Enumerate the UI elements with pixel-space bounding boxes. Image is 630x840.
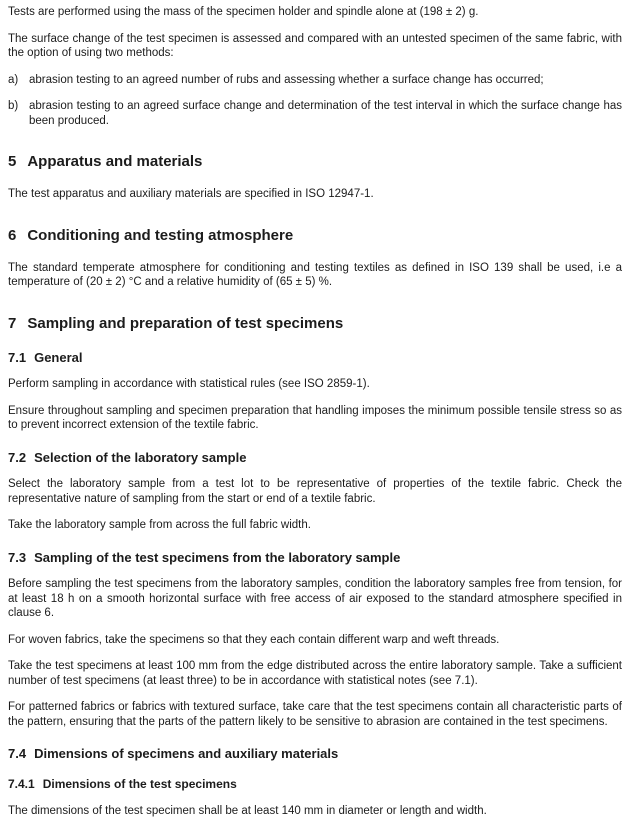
paragraph-dimensions: The dimensions of the test specimen shall be at least 140 mm in diameter or length and width. [8,804,487,817]
paragraph-take-specimens: Take the test specimens at least 100 mm from the edge distributed across the entire laboratory sample. Take a sufficient number of test specimens (at least three) to be in accordance with statistical notes (see 7.1). [8,660,622,687]
subsection-number: 7.2 [8,449,27,465]
list-item-b [8,99,622,128]
section-title: Sampling and preparation of test specimens [27,314,344,332]
section-heading-7 [8,315,622,333]
section-heading-5 [8,153,622,171]
subsubsection-title: Dimensions of the test specimens [42,776,237,791]
list-item-a-label: a) [8,73,19,86]
list-item-a [8,73,622,88]
section-number: 7 [8,314,17,332]
subsection-title: Sampling of the test specimens from the laboratory sample [34,549,401,565]
list-item-b-label: b) [8,100,19,112]
section-number: 6 [8,226,17,244]
subsection-number: 7.4 [8,746,27,761]
list-item-b-text: abrasion testing to an agreed surface change and determination of the test interval in which the surface change has been produced. [29,100,622,127]
subsection-heading-7-2 [8,450,622,466]
subsection-heading-7-1 [8,350,622,366]
paragraph-tests-performed: Tests are performed using the mass of the specimen holder and spindle alone at (198 ± 2) g. [8,6,479,18]
section-title: Apparatus and materials [27,153,203,170]
subsection-heading-7-4 [8,746,622,762]
paragraph-woven-fabrics: For woven fabrics, take the specimens so that they each contain different warp and weft threads. [8,633,500,646]
paragraph-apparatus: The test apparatus and auxiliary materials are specified in ISO 12947-1. [8,188,374,200]
subsubsection-number: 7.4.1 [8,776,35,791]
list-item-a-text: abrasion testing to an agreed number of rubs and assessing whether a surface change has occurred; [29,73,544,86]
paragraph-take-sample: Take the laboratory sample from across the full fabric width. [8,519,311,531]
paragraph-surface-change: The surface change of the test specimen is assessed and compared with an untested specimen of the same fabric, with the option of using two methods: [8,32,622,59]
paragraph-select-sample: Select the laboratory sample from a test lot to be representative of properties of the textile fabric. Check the representative nature of sampling from the start or end of a textile fabric. [8,478,622,505]
subsection-heading-7-3 [8,550,622,566]
subsection-title: Dimensions of specimens and auxiliary materials [34,746,339,761]
subsection-title: Selection of the laboratory sample [34,449,247,465]
paragraph-ensure-sampling: Ensure throughout sampling and specimen preparation that handling imposes the minimum possible tensile stress so as to prevent incorrect extension of the textile fabric. [8,404,622,431]
paragraph-perform-sampling: Perform sampling in accordance with statistical rules (see ISO 2859-1). [8,378,370,390]
subsection-number: 7.1 [8,349,27,365]
section-heading-6 [8,227,622,245]
paragraph-before-sampling: Before sampling the test specimens from the laboratory samples, condition the laboratory samples free from tension, for at least 18 h on a smooth horizontal surface with free access of air exposed to the standard atmosphere specified in clause 6. [8,578,622,619]
paragraph-patterned-fabrics: For patterned fabrics or fabrics with textured surface, take care that the test specimens contain all characteristic parts of the pattern, ensuring that the parts of the pattern likely to be sensitive to abrasion are contained in the test specimens. [8,701,622,728]
paragraph-atmosphere: The standard temperate atmosphere for conditioning and testing textiles as defined in ISO 139 shall be used, i.e a temperature of (20 ± 2) °C and a relative humidity of (65 ± 5) %. [8,261,622,288]
subsection-title: General [34,349,83,365]
subsection-number: 7.3 [8,549,27,565]
section-title: Conditioning and testing atmosphere [27,226,294,244]
section-number: 5 [8,153,17,170]
subsubsection-heading-7-4-1 [8,777,622,792]
